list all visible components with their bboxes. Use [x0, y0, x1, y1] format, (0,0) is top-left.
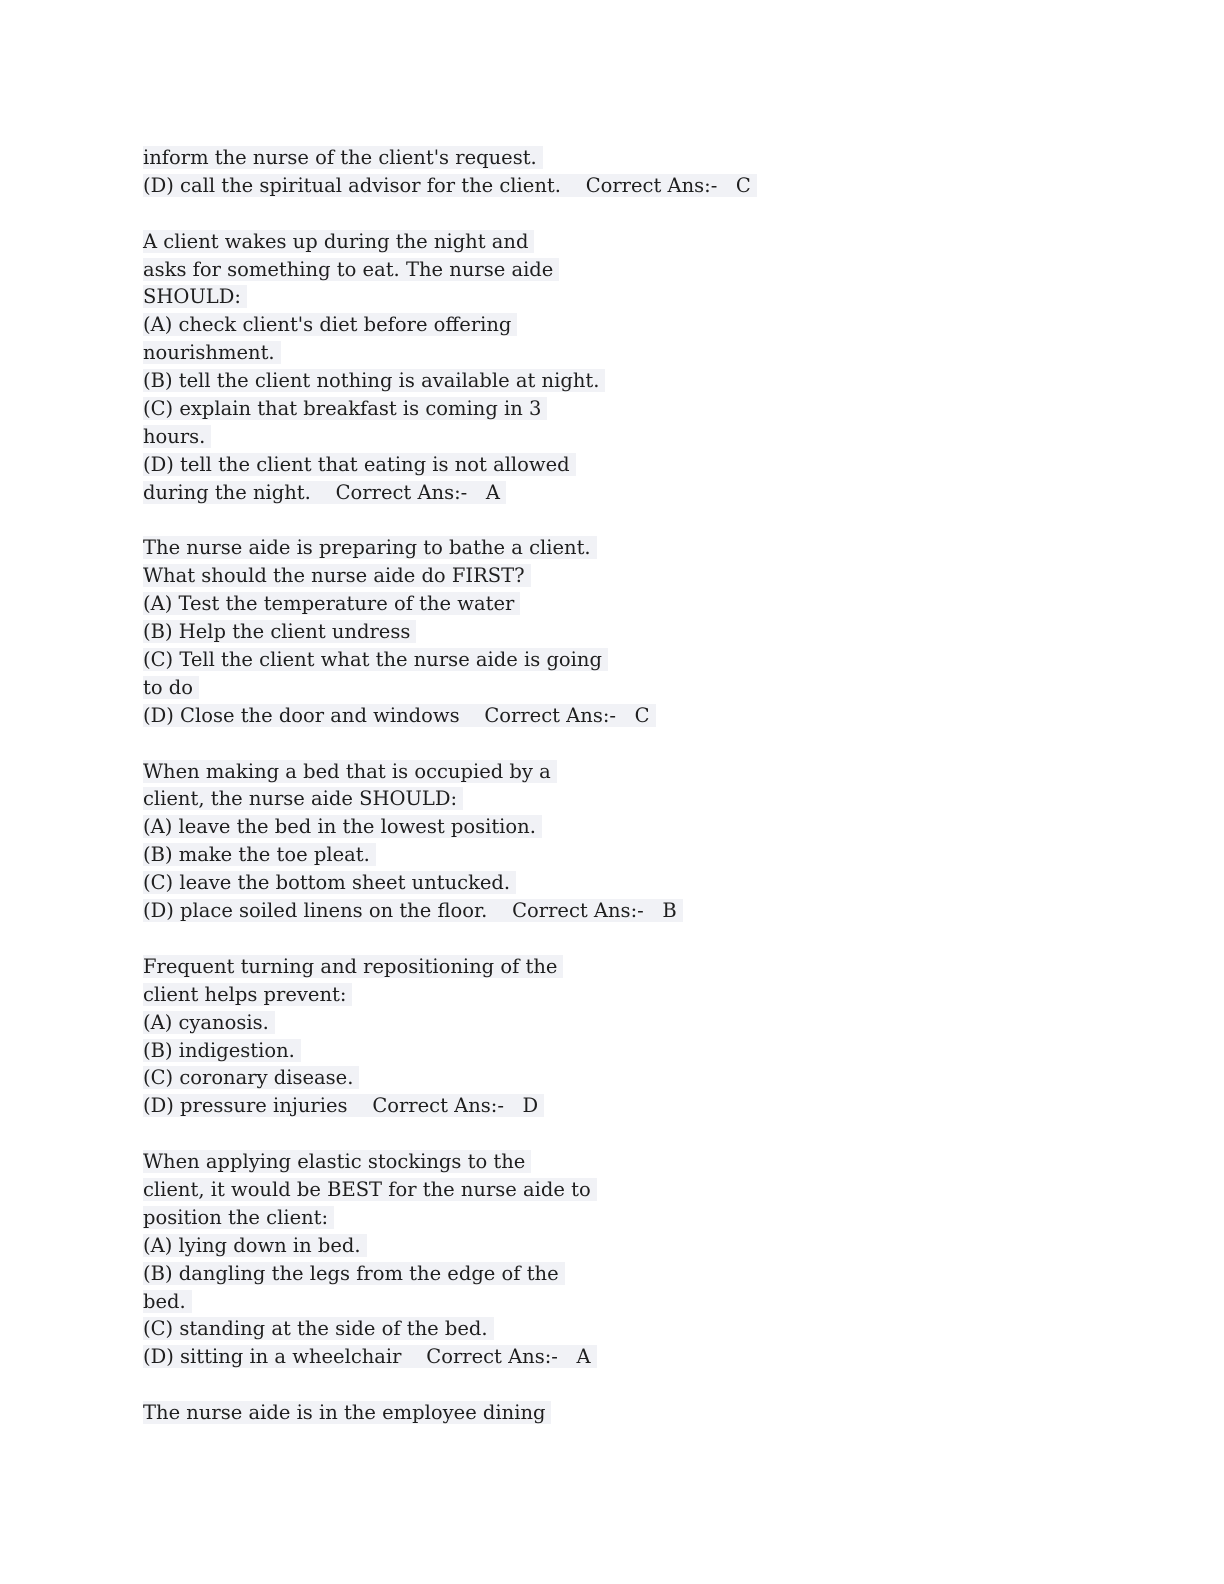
question-line: SHOULD: — [143, 283, 1083, 311]
answer-line: (D) call the spiritual advisor for the client. Correct Ans:- C — [143, 172, 1083, 200]
question-line: client helps prevent: — [143, 981, 1083, 1009]
question-line: The nurse aide is preparing to bathe a client. — [143, 534, 1083, 562]
option-line: (A) lying down in bed. — [143, 1232, 1083, 1260]
option-line: (A) cyanosis. — [143, 1009, 1083, 1037]
option-line: (C) coronary disease. — [143, 1064, 1083, 1092]
option-line: (C) Tell the client what the nurse aide is going — [143, 646, 1083, 674]
text-line: inform the nurse of the client's request. — [143, 144, 1083, 172]
question-line: When applying elastic stockings to the — [143, 1148, 1083, 1176]
option-line: bed. — [143, 1288, 1083, 1316]
answer-line: (D) pressure injuries Correct Ans:- D — [143, 1092, 1083, 1120]
document-page — [143, 144, 1083, 1427]
spacer — [143, 925, 1083, 953]
option-line: (B) Help the client undress — [143, 618, 1083, 646]
answer-line: during the night. Correct Ans:- A — [143, 479, 1083, 507]
option-line: (C) explain that breakfast is coming in 3 — [143, 395, 1083, 423]
spacer — [143, 730, 1083, 758]
question-line: client, it would be BEST for the nurse aide to — [143, 1176, 1083, 1204]
question-line: client, the nurse aide SHOULD: — [143, 785, 1083, 813]
answer-line: (D) Close the door and windows Correct Ans:- C — [143, 702, 1083, 730]
answer-line: (D) sitting in a wheelchair Correct Ans:- A — [143, 1343, 1083, 1371]
option-line: (B) indigestion. — [143, 1037, 1083, 1065]
option-line: (D) tell the client that eating is not allowed — [143, 451, 1083, 479]
option-line: to do — [143, 674, 1083, 702]
question-line: What should the nurse aide do FIRST? — [143, 562, 1083, 590]
option-line: (C) leave the bottom sheet untucked. — [143, 869, 1083, 897]
question-line: The nurse aide is in the employee dining — [143, 1399, 1083, 1427]
question-line: When making a bed that is occupied by a — [143, 758, 1083, 786]
question-line: Frequent turning and repositioning of the — [143, 953, 1083, 981]
option-line: (A) check client's diet before offering — [143, 311, 1083, 339]
option-line: (C) standing at the side of the bed. — [143, 1315, 1083, 1343]
option-line: (A) Test the temperature of the water — [143, 590, 1083, 618]
option-line: (B) dangling the legs from the edge of the — [143, 1260, 1083, 1288]
spacer — [143, 200, 1083, 228]
question-line: asks for something to eat. The nurse aide — [143, 256, 1083, 284]
option-line: nourishment. — [143, 339, 1083, 367]
answer-line: (D) place soiled linens on the floor. Correct Ans:- B — [143, 897, 1083, 925]
option-line: (B) make the toe pleat. — [143, 841, 1083, 869]
question-line: position the client: — [143, 1204, 1083, 1232]
spacer — [143, 1120, 1083, 1148]
option-line: (B) tell the client nothing is available at night. — [143, 367, 1083, 395]
option-line: hours. — [143, 423, 1083, 451]
spacer — [143, 507, 1083, 535]
option-line: (A) leave the bed in the lowest position. — [143, 813, 1083, 841]
question-line: A client wakes up during the night and — [143, 228, 1083, 256]
spacer — [143, 1371, 1083, 1399]
